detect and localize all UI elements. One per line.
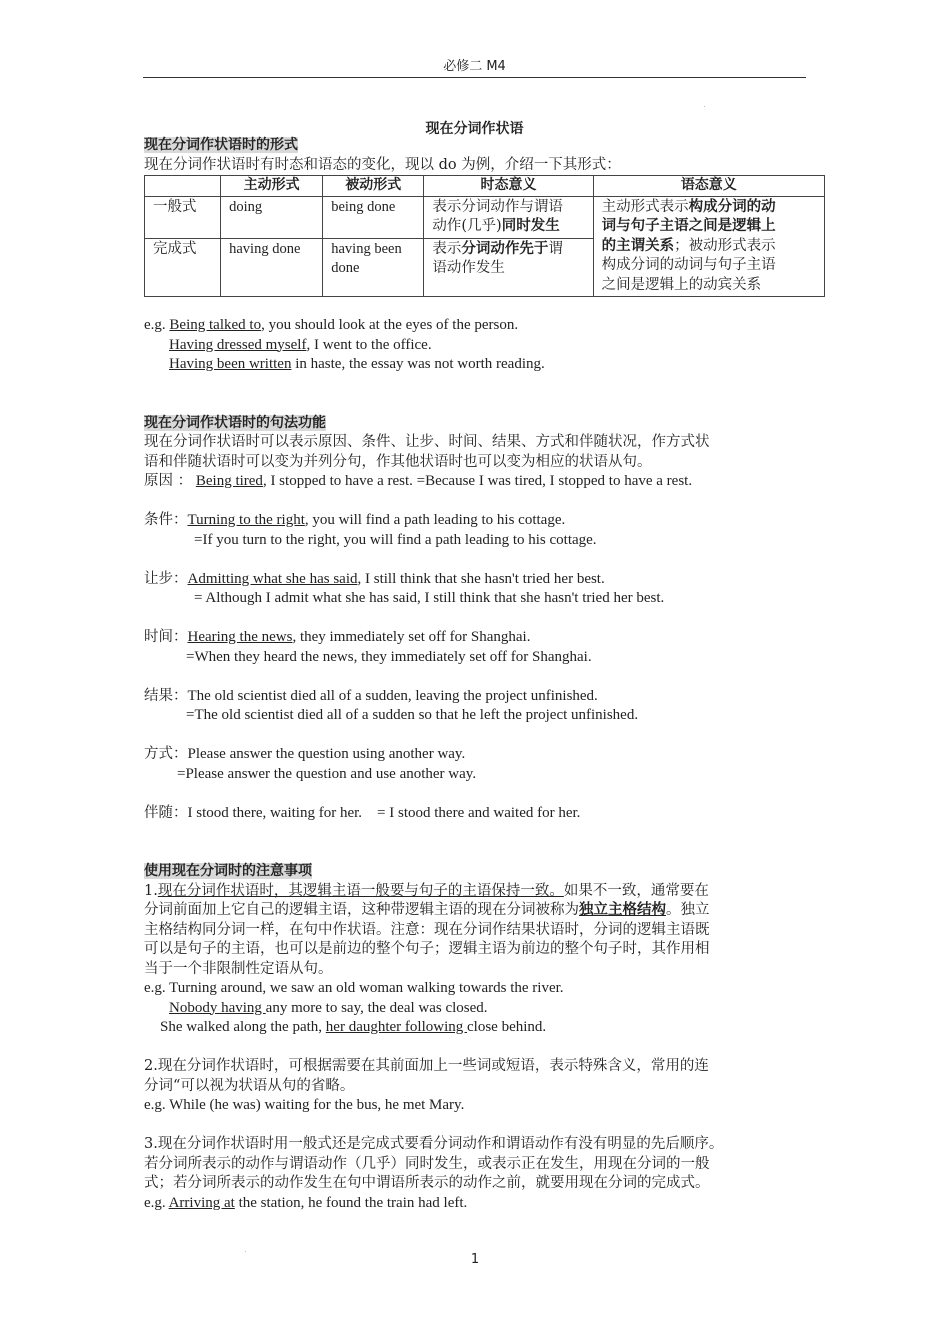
table-cell: 表示分词动作与谓语 动作(几乎)同时发生 — [424, 196, 593, 238]
page-header: 必修二 M4 — [143, 58, 806, 78]
table-cell: 表示分词动作先于谓 语动作发生 — [424, 238, 593, 296]
function-result-equivalent: =The old scientist died all of a sudden so that he left the project unfinished. — [186, 707, 639, 723]
function-reason: 原因 ： Being tired, I stopped to have a rest. =Because I was tired, I stopped to have a rest. — [144, 473, 693, 489]
table-header-row — [145, 176, 825, 197]
table-cell: 主动形式表示构成分词的动 词与句子主语之间是逻辑上 的主谓关系；被动形式表示 构成分词的动词与句子主语 之间是逻辑上的动宾关系 — [593, 196, 824, 297]
example-line: She walked along the path, her daughter following close behind. — [160, 1019, 547, 1035]
paragraph-line: 1.现在分词作状语时，其逻辑主语一般要与句子的主语保持一致。如果不一致，通常要在 — [144, 882, 709, 899]
paragraph-line: 当于一个非限制性定语从句。 — [144, 960, 333, 977]
paragraph-line: 可以是句子的主语，也可以是前边的整个句子；逻辑主语为前边的整个句子时，其作用相 — [144, 941, 710, 957]
example-line: e.g. While (he was) waiting for the bus, he met Mary. — [144, 1097, 465, 1113]
paragraph-line: 主格结构同分词一样，在句中作状语。注意：现在分词作结果状语时，分词的逻辑主语既 — [144, 921, 710, 938]
table-cell: 完成式 — [145, 238, 221, 296]
example-line: e.g. Turning around, we saw an old woman walking towards the river. — [144, 980, 564, 996]
function-manner-equivalent: =Please answer the question and use another way. — [177, 765, 477, 782]
example-line: Nobody having any more to say, the deal was closed. — [169, 999, 488, 1016]
paragraph-line: 2.现在分词作状语时，可根据需要在其前面加上一些词或短语，表示特殊含义，常用的连 — [144, 1058, 709, 1074]
table-row — [145, 196, 825, 238]
section-heading-forms: 现在分词作状语时的形式 — [144, 137, 298, 153]
page-title: 现在分词作状语 — [425, 121, 524, 137]
function-condition-equivalent: =If you turn to the right, you will find a path leading to his cottage. — [194, 531, 597, 548]
function-time-equivalent: =When they heard the news, they immediately set off for Shanghai. — [186, 648, 592, 665]
paragraph-line: 若分词所表示的动作与谓语动作（几乎）同时发生，或表示正在发生，用现在分词的一般 — [144, 1155, 710, 1172]
table-cell: having done — [221, 238, 323, 296]
table-header: 主动形式 — [221, 176, 323, 197]
stray-dot — [704, 106, 705, 107]
paragraph-line: 分词“可以视为状语从句的省略。 — [144, 1077, 355, 1094]
paragraph-line: 语和伴随状语时可以变为并列分句，作其他状语时也可以变为相应的状语从句。 — [144, 453, 652, 470]
example-line: e.g. Arriving at the station, he found the train had left. — [144, 1194, 468, 1211]
table-cell: 一般式 — [145, 196, 221, 238]
table-header: 被动形式 — [323, 176, 424, 197]
function-result: 结果：The old scientist died all of a sudden, leaving the project unfinished. — [144, 687, 598, 704]
document-body — [144, 136, 809, 1213]
paragraph-line: 分词前面加上它自己的逻辑主语，这种带逻辑主语的现在分词被称为独立主格结构。独立 — [144, 902, 710, 918]
section-intro: 现在分词作状语时有时态和语态的变化，现以 do 为例，介绍一下其形式： — [144, 156, 621, 173]
example-line: e.g. Being talked to, you should look at the eyes of the person. — [144, 317, 519, 333]
function-accompany: 伴随：I stood there, waiting for her. = I stood there and waited for her. — [144, 804, 581, 821]
function-concession-equivalent: = Although I admit what she has said, I still think that she hasn't tried her best. — [194, 590, 665, 606]
section-heading-functions: 现在分词作状语时的句法功能 — [144, 414, 326, 431]
example-line: Having been written in haste, the essay was not worth reading. — [169, 356, 545, 372]
function-manner: 方式：Please answer the question using another way. — [144, 746, 466, 762]
page-number: 1 — [470, 1252, 480, 1267]
example-line: Having dressed myself, I went to the office. — [169, 336, 432, 353]
function-time: 时间：Hearing the news, they immediately set off for Shanghai. — [144, 629, 531, 645]
table-cell: having been done — [323, 238, 424, 296]
paragraph-line: 式；若分词所表示的动作发生在句中谓语所表示的动作之前，就要用现在分词的完成式。 — [144, 1175, 710, 1191]
section-heading-notes: 使用现在分词时的注意事项 — [144, 863, 312, 879]
table-header: 语态意义 — [593, 176, 824, 197]
function-concession: 让步：Admitting what she has said, I still think that she hasn't tried her best. — [144, 570, 605, 587]
table-cell: doing — [221, 196, 323, 238]
table-cell: being done — [323, 196, 424, 238]
table-header: 时态意义 — [424, 176, 593, 197]
function-condition: 条件：Turning to the right, you will find a path leading to his cottage. — [144, 512, 566, 528]
paragraph-line: 3.现在分词作状语时用一般式还是完成式要看分词动作和谓语动作有没有明显的先后顺序。 — [144, 1136, 724, 1152]
forms-table — [144, 175, 825, 297]
table-header — [145, 176, 221, 197]
paragraph-line: 现在分词作状语时可以表示原因、条件、让步、时间、结果、方式和伴随状况，作方式状 — [144, 434, 710, 450]
